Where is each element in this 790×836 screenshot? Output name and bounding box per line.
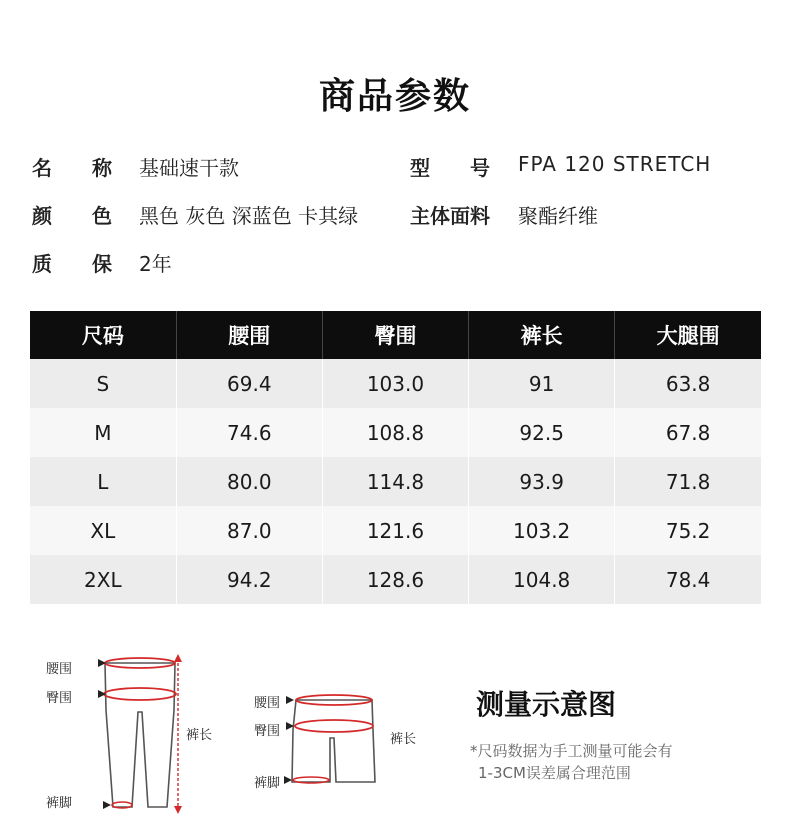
table-cell: 69.4 bbox=[176, 359, 322, 408]
long-length-label: 裤长 bbox=[186, 728, 213, 743]
table-cell: 93.9 bbox=[469, 457, 615, 506]
table-cell: 121.6 bbox=[322, 506, 468, 555]
table-cell: 103.0 bbox=[322, 359, 468, 408]
table-row bbox=[30, 506, 761, 555]
table-header-row bbox=[30, 311, 761, 359]
measure-title: 测量示意图 bbox=[476, 688, 617, 721]
model-value: FPA 120 STRETCH bbox=[518, 152, 712, 176]
name-value: 基础速干款 bbox=[139, 156, 239, 180]
pants-diagram-icon bbox=[50, 650, 430, 820]
table-cell: 74.6 bbox=[176, 408, 322, 457]
table-cell: 94.2 bbox=[176, 555, 322, 604]
long-waist-label: 腰围 bbox=[46, 662, 73, 677]
warranty-label: 质 保 bbox=[32, 252, 112, 276]
table-cell: XL bbox=[30, 506, 176, 555]
table-cell: 2XL bbox=[30, 555, 176, 604]
measure-note-line1: *尺码数据为手工测量可能会有 bbox=[470, 742, 673, 760]
header-thigh: 大腿围 bbox=[615, 311, 761, 359]
measurement-diagram bbox=[46, 650, 430, 820]
warranty-value: 2年 bbox=[139, 252, 172, 276]
header-hip: 臀围 bbox=[322, 311, 468, 359]
table-cell: 78.4 bbox=[615, 555, 761, 604]
table-cell: L bbox=[30, 457, 176, 506]
long-hip-label: 臀围 bbox=[46, 691, 73, 706]
size-table bbox=[30, 311, 761, 604]
table-cell: 91 bbox=[469, 359, 615, 408]
table-cell: 108.8 bbox=[322, 408, 468, 457]
name-label: 名 称 bbox=[32, 156, 112, 180]
color-value: 黑色 灰色 深蓝色 卡其绿 bbox=[139, 204, 359, 228]
table-cell: 87.0 bbox=[176, 506, 322, 555]
table-cell: M bbox=[30, 408, 176, 457]
table-row bbox=[30, 359, 761, 408]
table-row bbox=[30, 408, 761, 457]
header-size: 尺码 bbox=[30, 311, 176, 359]
table-cell: 71.8 bbox=[615, 457, 761, 506]
table-cell: 128.6 bbox=[322, 555, 468, 604]
table-cell: 103.2 bbox=[469, 506, 615, 555]
table-row bbox=[30, 457, 761, 506]
table-cell: 104.8 bbox=[469, 555, 615, 604]
table-cell: S bbox=[30, 359, 176, 408]
long-pants-outline bbox=[105, 663, 175, 807]
table-cell: 67.8 bbox=[615, 408, 761, 457]
short-hip-label: 臀围 bbox=[254, 724, 281, 739]
short-waist-label: 腰围 bbox=[254, 696, 281, 711]
shorts-outline bbox=[292, 700, 375, 782]
material-value: 聚酯纤维 bbox=[518, 204, 598, 228]
header-length: 裤长 bbox=[469, 311, 615, 359]
measure-note-line2: 1-3CM误差属合理范围 bbox=[478, 764, 631, 782]
page-title: 商品参数 bbox=[318, 76, 471, 117]
long-hem-label: 裤脚 bbox=[46, 796, 73, 811]
color-label: 颜 色 bbox=[32, 204, 112, 228]
table-cell: 114.8 bbox=[322, 457, 468, 506]
table-row bbox=[30, 555, 761, 604]
short-hem-label: 裤脚 bbox=[254, 776, 281, 791]
table-cell: 75.2 bbox=[615, 506, 761, 555]
table-cell: 80.0 bbox=[176, 457, 322, 506]
table-cell: 92.5 bbox=[469, 408, 615, 457]
table-cell: 63.8 bbox=[615, 359, 761, 408]
model-label: 型 号 bbox=[410, 156, 490, 180]
material-label: 主体面料 bbox=[410, 204, 490, 228]
header-waist: 腰围 bbox=[176, 311, 322, 359]
short-length-label: 裤长 bbox=[390, 732, 417, 747]
